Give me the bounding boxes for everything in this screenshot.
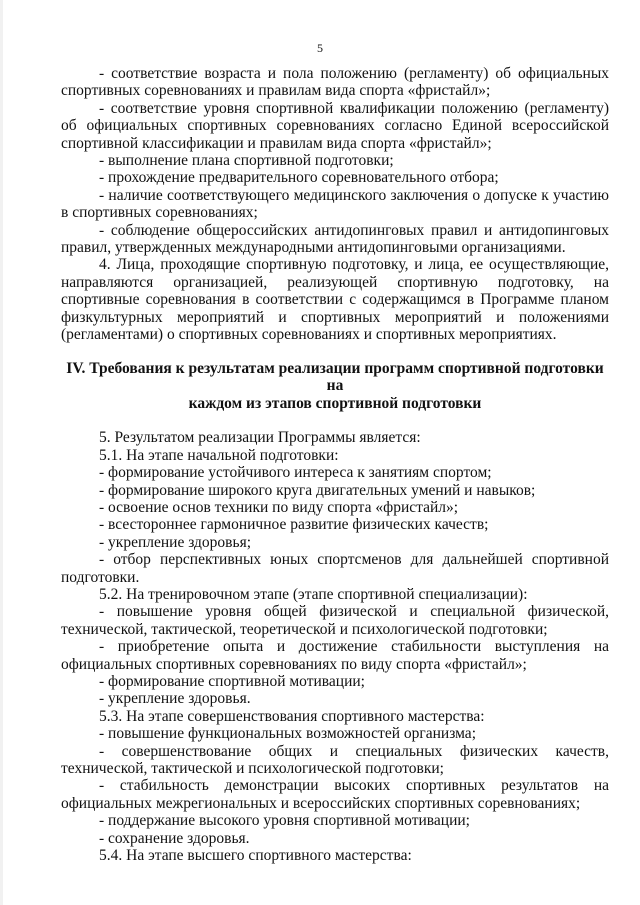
paragraph: - освоение основ техники по виду спорта «фристайл»; [99, 498, 459, 516]
paragraph: - поддержание высокого уровня спортивной мотивации; [99, 812, 470, 830]
paragraph: - отбор перспективных юных спортсменов для дальнейшей спортивной подготовки. [61, 551, 609, 586]
paragraph: - сохранение здоровья. [99, 829, 250, 847]
paragraph: - всестороннее гармоничное развитие физических качеств; [99, 516, 489, 534]
paragraph: - стабильность демонстрации высоких спортивных результатов на официальных межрегиональных и всероссийских спортивных соревнованиях; [61, 777, 609, 812]
section-heading [61, 360, 609, 413]
section-heading-line-1: IV. Требования к результатам реализации программ спортивной подготовки на [66, 359, 604, 395]
paragraph: 5.3. На этапе совершенствования спортивного мастерства: [99, 707, 485, 725]
paragraph: - соблюдение общероссийских антидопинговых правил и антидопинговых правил, утвержденных международными антидопинговыми организациями. [61, 221, 609, 257]
paragraph: - укрепление здоровья; [99, 533, 252, 551]
paragraph: 5. Результатом реализации Программы является: [99, 429, 421, 447]
paragraph: 5.1. На этапе начальной подготовки: [99, 446, 339, 464]
section-heading-line-2: каждом из этапов спортивной подготовки [188, 394, 482, 412]
paragraph: - формирование широкого круга двигательных умений и навыков; [99, 481, 536, 499]
paragraph: 4. Лица, проходящие спортивную подготовку, и лица, ее осуществляющие, направляются организацией, реализующей спортивную подготовку, на спортивные соревнования в соответствии с содержащимся в Программе планом физкультурных мероприятий и спортивных мероприятий и положениями (регламентами) о спортивных соревнованиях и спортивных мероприятиях. [61, 256, 609, 344]
paragraph: - формирование устойчивого интереса к занятиям спортом; [99, 464, 492, 482]
paragraph: - формирование спортивной мотивации; [99, 672, 365, 690]
paragraph: 5.4. На этапе высшего спортивного мастерства: [99, 847, 412, 865]
document-body [61, 65, 609, 864]
paragraph: - приобретение опыта и достижение стабильности выступления на официальных спортивных соревнованиях по виду спорта «фристайл»; [61, 638, 609, 673]
paragraph: - соответствие уровня спортивной квалификации положению (регламенту) об официальных спортивных соревнованиях согласно Единой всероссийской спортивной классификации и правилам вида спорта «фристайл»; [61, 99, 609, 152]
paragraph: - совершенствование общих и специальных физических качеств, технической, тактической и психологической подготовки; [61, 742, 609, 777]
paragraph: - повышение уровня общей физической и специальной физической, технической, тактической, теоретической и психологической подготовки; [61, 603, 609, 638]
page-number: 5 [317, 41, 323, 55]
paragraph: - повышение функциональных возможностей организма; [99, 725, 476, 743]
paragraph: - соответствие возраста и пола положению (регламенту) об официальных спортивных соревнованиях и правилам вида спорта «фристайл»; [61, 65, 609, 100]
paragraph: - укрепление здоровья. [99, 690, 251, 708]
paragraph: - прохождение предварительного соревновательного отбора; [99, 169, 499, 187]
paragraph: - наличие соответствующего медицинского заключения о допуске к участию в спортивных соревнованиях; [61, 186, 609, 222]
paragraph: - выполнение плана спортивной подготовки; [99, 152, 394, 170]
scan-edge [0, 0, 3, 905]
paragraph: 5.2. На тренировочном этапе (этапе спортивной специализации): [99, 585, 528, 603]
